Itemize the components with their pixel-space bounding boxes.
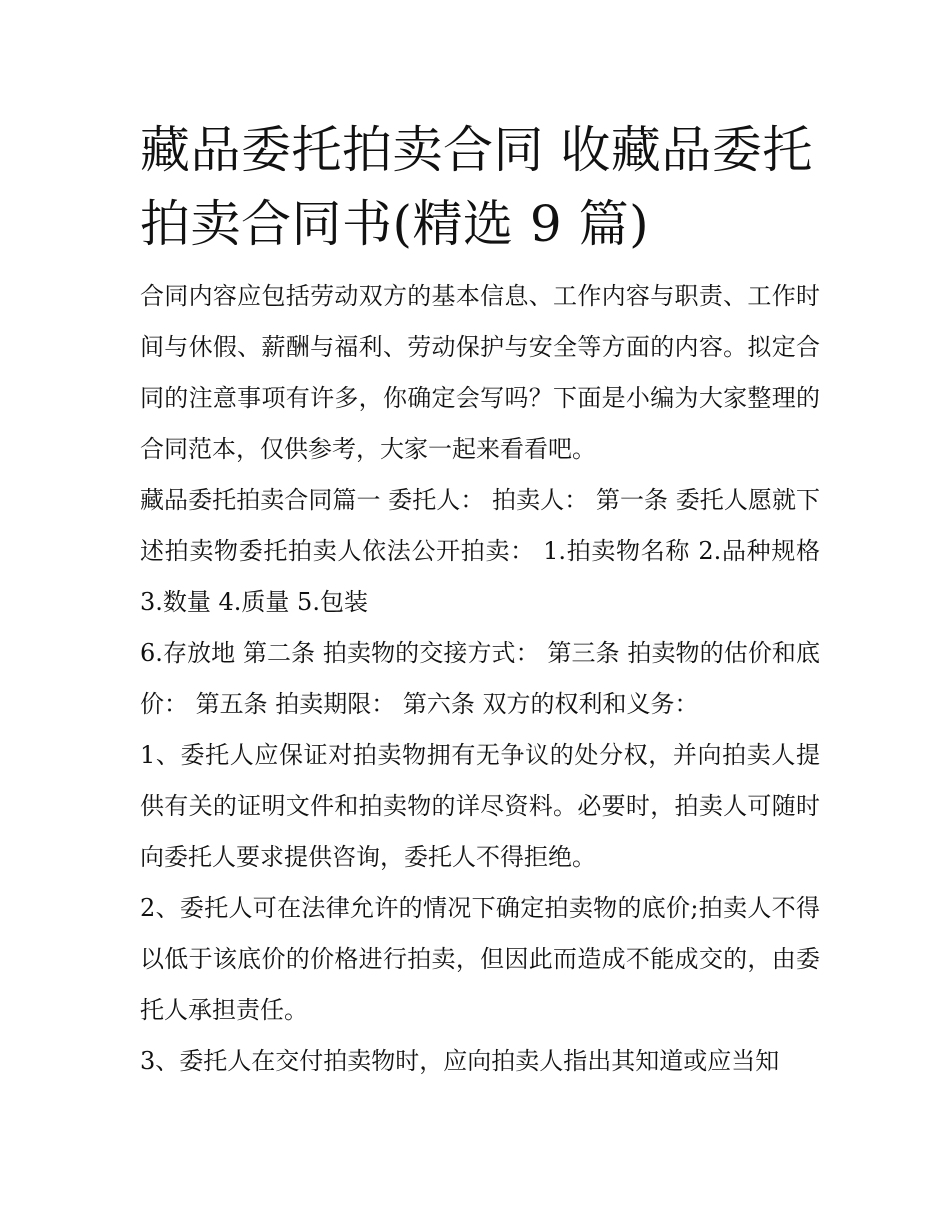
paragraph-articles: 6.存放地 第二条 拍卖物的交接方式： 第三条 拍卖物的估价和底价： 第五条 拍卖期限： 第六条 双方的权利和义务：: [140, 639, 820, 718]
document-page: [140, 113, 820, 1087]
paragraph-contract-one: 藏品委托拍卖合同篇一 委托人： 拍卖人： 第一条 委托人愿就下述拍卖物委托拍卖人依法公开拍卖： 1.拍卖物名称 2.品种规格 3.数量 4.质量 5.包装: [140, 486, 820, 616]
paragraph-clause-2: 2、委托人可在法律允许的情况下确定拍卖物的底价;拍卖人不得以低于该底价的价格进行拍卖，但因此而造成不能成交的，由委托人承担责任。: [140, 894, 820, 1024]
document-title: 藏品委托拍卖合同 收藏品委托拍卖合同书(精选 9 篇): [140, 121, 813, 253]
paragraph-clause-3: 3、委托人在交付拍卖物时，应向拍卖人指出其知道或应当知: [140, 1047, 780, 1075]
paragraph-clause-1: 1、委托人应保证对拍卖物拥有无争议的处分权，并向拍卖人提供有关的证明文件和拍卖物的详尽资料。必要时，拍卖人可随时向委托人要求提供咨询，委托人不得拒绝。: [140, 741, 820, 871]
paragraph-intro: 合同内容应包括劳动双方的基本信息、工作内容与职责、工作时间与休假、薪酬与福利、劳动保护与安全等方面的内容。拟定合同的注意事项有许多，你确定会写吗？下面是小编为大家整理的合同范本，仅供参考，大家一起来看看吧。: [140, 282, 820, 463]
